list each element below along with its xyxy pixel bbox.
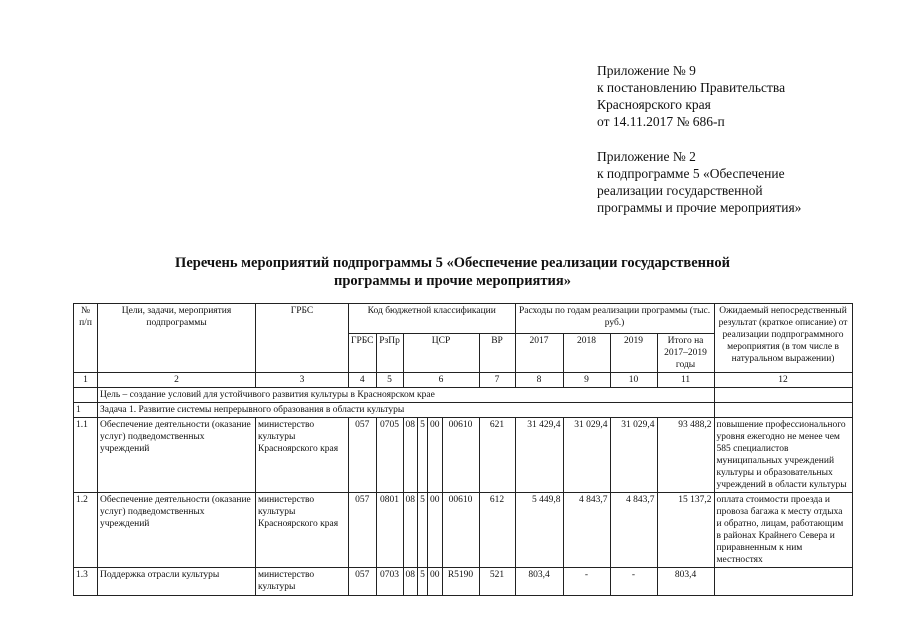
note-line: Красноярского края	[597, 97, 711, 112]
row-total: 15 137,2	[657, 493, 714, 568]
note-line: программы и прочие мероприятия»	[597, 200, 802, 215]
row-grbs-name: министерство культуры	[256, 568, 349, 596]
note-line: к подпрограмме 5 «Обеспечение	[597, 166, 785, 181]
subheader-total: Итого на 2017–2019 годы	[657, 334, 714, 373]
task-num: 1	[74, 403, 98, 418]
measures-table	[73, 303, 853, 596]
header-row	[74, 304, 853, 334]
col-number: 7	[479, 373, 515, 388]
goal-result-cell	[714, 388, 852, 403]
col-number: 1	[74, 373, 98, 388]
row-csr-part: 5	[418, 568, 428, 596]
row-2017: 803,4	[515, 568, 563, 596]
row-csr-part: R5190	[442, 568, 479, 596]
row-2017: 31 429,4	[515, 418, 563, 493]
table-row	[74, 493, 853, 568]
row-2019: -	[610, 568, 657, 596]
row-csr-part: 00	[428, 568, 443, 596]
column-number-row	[74, 373, 853, 388]
task-row	[74, 403, 853, 418]
row-result: повышение профессионального уровня ежегодно не менее чем 585 специалистов муниципальных учреждений культуры и образовательных учреждений в области культуры	[714, 418, 852, 493]
subheader-vr: ВР	[479, 334, 515, 373]
title-line: Перечень мероприятий подпрограммы 5 «Обеспечение реализации государственной	[175, 255, 730, 271]
header-result: Ожидаемый непосредственный результат (краткое описание) от реализации подпрограммного мероприятия (в том числе в натуральном выражении)	[714, 304, 852, 373]
row-csr-part: 08	[403, 493, 418, 568]
document-title	[0, 254, 905, 290]
row-num: 1.1	[74, 418, 98, 493]
row-grbs-name: министерство культуры Красноярского края	[256, 418, 349, 493]
header-goals: Цели, задачи, мероприятия подпрограммы	[98, 304, 256, 373]
note-line: к постановлению Правительства	[597, 80, 786, 95]
col-number: 9	[563, 373, 610, 388]
col-number: 10	[610, 373, 657, 388]
subheader-2018: 2018	[563, 334, 610, 373]
row-grbs-code: 057	[349, 568, 377, 596]
row-total: 803,4	[657, 568, 714, 596]
row-result	[714, 568, 852, 596]
note-line: реализации государственной	[597, 183, 763, 198]
row-2018: 4 843,7	[563, 493, 610, 568]
task-text: Задача 1. Развитие системы непрерывного образования в области культуры	[98, 403, 715, 418]
subheader-grbs: ГРБС	[349, 334, 377, 373]
row-rzpr: 0801	[376, 493, 403, 568]
col-number: 12	[714, 373, 852, 388]
table-row	[74, 418, 853, 493]
col-number: 8	[515, 373, 563, 388]
row-rzpr: 0705	[376, 418, 403, 493]
row-vr: 612	[479, 493, 515, 568]
row-csr-part: 00	[428, 418, 443, 493]
task-result-cell	[714, 403, 852, 418]
row-vr: 521	[479, 568, 515, 596]
header-num: № п/п	[74, 304, 98, 373]
header-budget-code: Код бюджетной классификации	[349, 304, 516, 334]
col-number: 4	[349, 373, 377, 388]
row-csr-part: 5	[418, 493, 428, 568]
row-csr-part: 08	[403, 418, 418, 493]
row-2019: 4 843,7	[610, 493, 657, 568]
row-grbs-code: 057	[349, 418, 377, 493]
subheader-2019: 2019	[610, 334, 657, 373]
row-total: 93 488,2	[657, 418, 714, 493]
row-result: оплата стоимости проезда и провоза багажа к месту отдыха и обратно, лицам, работающим в районах Крайнего Севера и приравненным к ним местностях	[714, 493, 852, 568]
row-2019: 31 029,4	[610, 418, 657, 493]
row-grbs-name: министерство культуры Красноярского края	[256, 493, 349, 568]
title-line: программы и прочие мероприятия»	[334, 273, 571, 289]
row-csr-part: 00	[428, 493, 443, 568]
row-rzpr: 0703	[376, 568, 403, 596]
subheader-2017: 2017	[515, 334, 563, 373]
row-csr-part: 00610	[442, 493, 479, 568]
row-grbs-code: 057	[349, 493, 377, 568]
row-2018: 31 029,4	[563, 418, 610, 493]
note-line: Приложение № 9	[597, 63, 696, 78]
goal-row	[74, 388, 853, 403]
row-2018: -	[563, 568, 610, 596]
row-csr-part: 08	[403, 568, 418, 596]
row-measure: Поддержка отрасли культуры	[98, 568, 256, 596]
row-vr: 621	[479, 418, 515, 493]
row-csr-part: 00610	[442, 418, 479, 493]
row-measure: Обеспечение деятельности (оказание услуг) подведомственных учреждений	[98, 418, 256, 493]
row-2017: 5 449,8	[515, 493, 563, 568]
header-expenses: Расходы по годам реализации программы (тыс. руб.)	[515, 304, 714, 334]
goal-num-cell	[74, 388, 98, 403]
col-number: 2	[98, 373, 256, 388]
note-line: от 14.11.2017 № 686-п	[597, 114, 725, 129]
appendix-note-9	[597, 62, 785, 130]
header-grbs: ГРБС	[256, 304, 349, 373]
table-row	[74, 568, 853, 596]
row-num: 1.3	[74, 568, 98, 596]
row-measure: Обеспечение деятельности (оказание услуг) подведомственных учреждений	[98, 493, 256, 568]
note-line: Приложение № 2	[597, 149, 696, 164]
col-number: 5	[376, 373, 403, 388]
col-number: 3	[256, 373, 349, 388]
col-number: 6	[403, 373, 479, 388]
goal-text: Цель – создание условий для устойчивого развития культуры в Красноярском крае	[98, 388, 715, 403]
col-number: 11	[657, 373, 714, 388]
row-num: 1.2	[74, 493, 98, 568]
row-csr-part: 5	[418, 418, 428, 493]
subheader-rzpr: РзПр	[376, 334, 403, 373]
subheader-csr: ЦСР	[403, 334, 479, 373]
appendix-note-2	[597, 148, 801, 216]
